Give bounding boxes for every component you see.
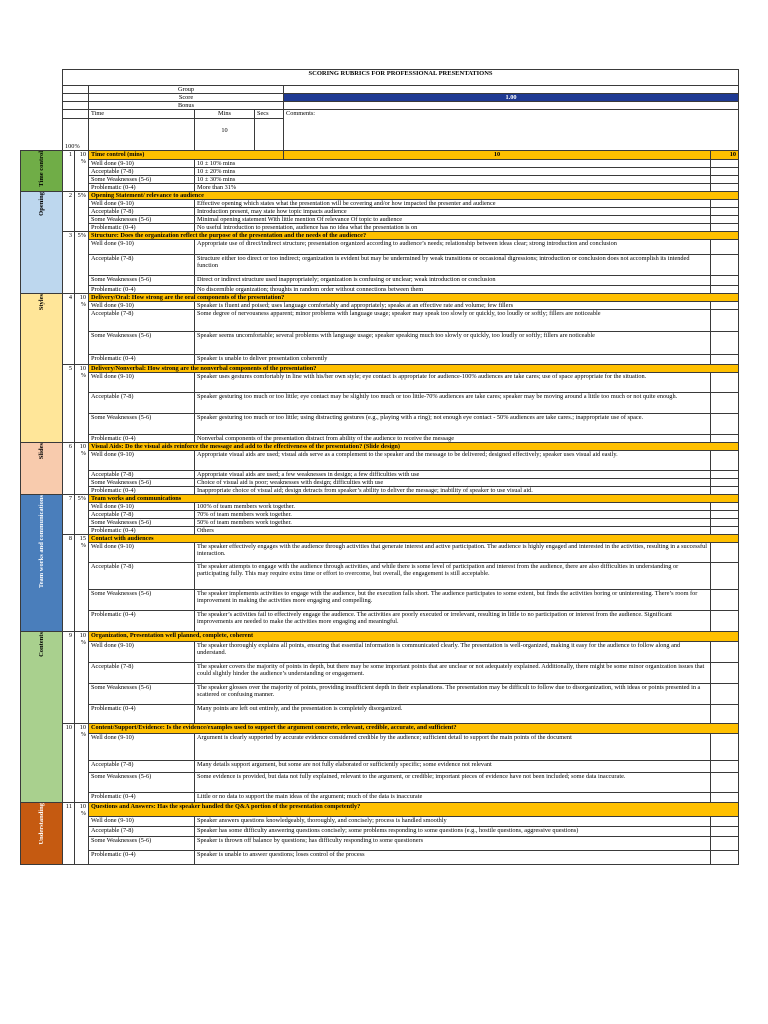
level-problematic: Problematic (0-4) [89,793,195,803]
rubric-row [21,527,739,535]
rubric-row [21,160,739,168]
criterion-number: 7 [63,495,75,535]
criterion-weight: 10% [75,294,89,365]
level-description: Many details support argument, but some are not fully elaborated or sufficiently specific; some evidence not relevant [195,761,711,773]
level-description: Argument is clearly supported by accurate evidence considered credible by the audience; sufficient detail to support the main points of the document [195,734,711,761]
section-band-time-control [21,151,63,192]
level-score-cell[interactable] [711,276,739,286]
criterion-number: 5 [63,365,75,443]
criterion-weight: 10% [75,803,89,865]
level-well-done: Well done (9-10) [89,373,195,393]
criterion-weight: 5% [75,495,89,535]
criterion-title: Content/Support/Evidence: Is the evidence/examples used to support the argument concrete, relevant, credible, accurate, and sufficient? [89,724,739,734]
rubric-row [21,276,739,286]
level-score-cell[interactable] [711,611,739,632]
level-score-cell[interactable] [711,563,739,590]
level-score-cell[interactable] [711,642,739,663]
rubric-row [21,216,739,224]
rubric-row [21,479,739,487]
criterion-weight: 10% [75,151,89,192]
rubric-row [21,451,739,471]
level-description: Appropriate visual aids are used; visual aids serve as a complement to the speaker and the message to be delivered; designed effectively; speaker uses visual aid easily. [195,451,711,471]
level-description: Appropriate visual aids are used; a few weaknesses in design; a few difficulties with use [195,471,711,479]
level-score-cell[interactable] [711,827,739,837]
level-description: Inappropriate choice of visual aid; design detracts from speaker’s ability to deliver the message; inability of speaker to use visual aid. [195,487,711,495]
level-well-done: Well done (9-10) [89,302,195,310]
level-description: Speaker seems uncomfortable; several problems with language usage; speaker speaking much too slowly or quickly, too loudly or softly; fillers are noticeable [195,332,711,355]
level-score-cell[interactable] [711,590,739,611]
rubric-row [21,224,739,232]
rubric-row [21,176,739,184]
level-description: Speaker gesturing too much or too little; eye contact may be slightly too much or too little-70% audiences are take cares; speaker may be moving around a little too much or not quite enough. [195,393,711,414]
criterion-weight: 10% [75,365,89,443]
level-acceptable: Acceptable (7-8) [89,393,195,414]
level-description: Structure either too direct or too indirect; organization is evident but may be undermined by weak transitions or occasional digressions; introduction or conclusion does not accomplish its intended function [195,255,711,276]
rubric-row [21,332,739,355]
level-score-cell[interactable] [711,160,739,168]
level-problematic: Problematic (0-4) [89,435,195,443]
level-some-weaknesses: Some Weaknesses (5-6) [89,414,195,435]
level-score-cell[interactable] [711,761,739,773]
level-some-weaknesses: Some Weaknesses (5-6) [89,519,195,527]
bonus-label: Bonus [89,102,284,110]
level-acceptable: Acceptable (7-8) [89,168,195,176]
level-well-done: Well done (9-10) [89,240,195,255]
criterion-weight: 10% [75,724,89,803]
time-label: Time [89,110,195,119]
section-band-opening [21,192,63,294]
rubric-row [21,519,739,527]
criterion-title: Delivery/Oral: How strong are the oral components of the presentation? [89,294,739,302]
level-score-cell[interactable] [711,471,739,479]
rubric-row [21,208,739,216]
level-score-cell[interactable] [711,487,739,495]
bonus-value[interactable] [284,102,739,110]
criterion-score[interactable] [284,151,711,160]
level-score-cell[interactable] [711,286,739,294]
rubric-row [21,761,739,773]
blank [89,143,195,151]
level-some-weaknesses: Some Weaknesses (5-6) [89,837,195,851]
rubric-table [20,69,739,865]
level-acceptable: Acceptable (7-8) [89,563,195,590]
level-description: Minimal opening statement With little mention Of relevance Of topic to audience [195,216,711,224]
level-score-cell[interactable] [711,773,739,793]
level-description: 10 ± 30% mins [195,176,711,184]
criterion-title: Contact with audiences [89,535,739,543]
level-description: Some evidence is provided, but data not fully explained, relevant to the argument, or credible; important pieces of evidence have not been included; some data inaccurate. [195,773,711,793]
rubric-row [21,471,739,479]
level-score-cell[interactable] [711,302,739,310]
level-description: Speaker has some difficulty answering questions concisely; some problems responding to some questions (e.g., hostile questions, aggressive questions) [195,827,711,837]
level-score-cell[interactable] [711,224,739,232]
rubric-row [21,286,739,294]
rubric-row [21,642,739,663]
level-well-done: Well done (9-10) [89,734,195,761]
criterion-weight: 10% [75,632,89,724]
level-score-cell[interactable] [711,373,739,393]
blank [63,102,89,110]
level-score-cell[interactable] [711,543,739,563]
blank [255,143,284,151]
level-description: The speaker implements activities to engage with the audience, but the execution falls short. The audience participates to some extent, but finds the activities boring or uninteresting. There’s room for improvement in making the activities more engaging and compelling. [195,590,711,611]
level-score-cell[interactable] [711,184,739,192]
rubric-row [21,793,739,803]
level-some-weaknesses: Some Weaknesses (5-6) [89,176,195,184]
criterion-number: 11 [63,803,75,865]
level-acceptable: Acceptable (7-8) [89,827,195,837]
level-problematic: Problematic (0-4) [89,286,195,294]
level-description: No useful introduction to presentation, audience has no idea what the presentation is on [195,224,711,232]
level-problematic: Problematic (0-4) [89,611,195,632]
level-score-cell[interactable] [711,684,739,705]
rubric-row [21,773,739,793]
level-score-cell[interactable] [711,511,739,519]
rubric-row [21,511,739,519]
section-band-team-works-and-communications [21,495,63,632]
level-description: Introduction present, may state how topic impacts audience [195,208,711,216]
level-description: Speaker gesturing too much or too little; using distracting gestures (e.g., playing with a ring); not enough eye contact - 50% audiences are take cares.; inappropriate use of space. [195,414,711,435]
level-description: Nonverbal components of the presentation distract from ability of the audience to receive the message [195,435,711,443]
level-score-cell[interactable] [711,168,739,176]
section-band-styles [21,294,63,443]
level-score-cell[interactable] [711,503,739,511]
level-well-done: Well done (9-10) [89,160,195,168]
level-problematic: Problematic (0-4) [89,527,195,535]
criterion-weight: 5% [75,232,89,294]
criterion-number: 3 [63,232,75,294]
level-description: The speaker’s activities fail to effectively engage the audience. The activities are poorly executed or irrelevant, resulting in little to no participation or interest from the audience. Significant improvements are needed to make the activities more engaging and meaningful. [195,611,711,632]
level-well-done: Well done (9-10) [89,503,195,511]
criterion-title: Organization, Presentation well planned, complete, coherent [89,632,739,642]
level-score-cell[interactable] [711,176,739,184]
level-problematic: Problematic (0-4) [89,851,195,865]
level-score-cell[interactable] [711,200,739,208]
criterion-score-value: 10 [493,151,501,158]
level-score-cell[interactable] [711,255,739,276]
level-some-weaknesses: Some Weaknesses (5-6) [89,479,195,487]
rubric-row [21,611,739,632]
level-acceptable: Acceptable (7-8) [89,761,195,773]
level-score-cell[interactable] [711,355,739,365]
rubric-row [21,184,739,192]
level-description: 100% of team members work together. [195,503,711,511]
rubric-row [21,310,739,332]
level-well-done: Well done (9-10) [89,200,195,208]
level-description: 70% of team members work together. [195,511,711,519]
level-some-weaknesses: Some Weaknesses (5-6) [89,276,195,286]
section-label: Time control [38,151,45,187]
level-score-cell[interactable] [711,451,739,471]
criterion-total: 10 [711,151,739,160]
rubric-row [21,684,739,705]
level-description: Speaker is fluent and poised; uses language comfortably and appropriately; speaks at an effective rate and volume; few fillers [195,302,711,310]
criterion-number: 1 [63,151,75,192]
level-description: Little or no data to support the main ideas of the argument; much of the data is inaccurate [195,793,711,803]
section-label: Understanding [38,803,45,845]
level-score-cell[interactable] [711,479,739,487]
rubric-row [21,487,739,495]
level-problematic: Problematic (0-4) [89,705,195,724]
criterion-title: Team works and communications [89,495,739,503]
criterion-title: Time control (mins) [89,151,284,160]
criterion-number: 9 [63,632,75,724]
level-score-cell[interactable] [711,705,739,724]
rubric-row [21,705,739,724]
criterion-title: Visual Aids: Do the visual aids reinforce the message and add to the effectiveness of the presentation? (Slide design) [89,443,739,451]
rubric-row [21,827,739,837]
blank [195,143,255,151]
rubric-row [21,240,739,255]
level-description: 10 ± 20% mins [195,168,711,176]
score-value: 1.00 [284,94,739,102]
level-some-weaknesses: Some Weaknesses (5-6) [89,332,195,355]
section-band-contents [21,632,63,803]
level-description: Speaker uses gestures comfortably in line with his/her own style; eye contact is appropriate for audience-100% audiences are take cares; use of space appropriate for the situation. [195,373,711,393]
rubric-row [21,590,739,611]
rubric-row [21,837,739,851]
level-score-cell[interactable] [711,414,739,435]
level-description: Many points are left out entirely, and the presentation is completely disorganized. [195,705,711,724]
level-description: Direct or indirect structure used inappropriately; organization is confusing or unclear; weak introduction or conclusion [195,276,711,286]
secs-label: Secs [255,110,284,119]
level-description: Speaker is thrown off balance by questions; has difficulty responding to some questioners [195,837,711,851]
level-well-done: Well done (9-10) [89,642,195,663]
level-acceptable: Acceptable (7-8) [89,663,195,684]
level-score-cell[interactable] [711,216,739,224]
level-description: The speaker effectively engages with the audience through activities that generate interest and active participation. The audience is highly engaged and interested in the activities, resulting in a successful interaction. [195,543,711,563]
blank [63,119,89,143]
level-well-done: Well done (9-10) [89,817,195,827]
level-acceptable: Acceptable (7-8) [89,255,195,276]
level-score-cell[interactable] [711,393,739,414]
score-label: Score [89,94,284,102]
level-description: No discernible organization; thoughts in random order without connections between them [195,286,711,294]
level-description: Speaker answers questions knowledgeably, thoroughly, and concisely; process is handled smoothly [195,817,711,827]
level-problematic: Problematic (0-4) [89,487,195,495]
level-some-weaknesses: Some Weaknesses (5-6) [89,773,195,793]
level-problematic: Problematic (0-4) [89,355,195,365]
rubric-row [21,302,739,310]
criterion-number: 2 [63,192,75,232]
level-acceptable: Acceptable (7-8) [89,471,195,479]
level-some-weaknesses: Some Weaknesses (5-6) [89,684,195,705]
criterion-weight: 5% [75,192,89,232]
level-score-cell[interactable] [711,837,739,851]
level-description: Effective opening which states what the presentation will be covering and/or how impacted the presenter and audience [195,200,711,208]
mins-label: Mins [195,110,255,119]
section-label: Slides [38,443,45,460]
blank [63,86,89,94]
level-description: The speaker thoroughly explains all points, ensuring that essential information is communicated clearly. The presentation is well-organized, making it easy for the audience to follow along and understand. [195,642,711,663]
criterion-title: Questions and Answers: Has the speaker handled the Q&A portion of the presentation competently? [89,803,739,817]
rubric-row [21,543,739,563]
rubric-row [21,414,739,435]
rubric-row [21,435,739,443]
level-score-cell[interactable] [711,663,739,684]
level-description: Choice of visual aid is poor; weaknesses with design; difficulties with use [195,479,711,487]
rubric-sheet [20,69,738,945]
blank [63,110,89,119]
rubric-row [21,503,739,511]
level-description: Appropriate use of direct/indirect structure; presentation organized according to audience’s needs; relationship between ideas clear; strong introduction and conclusion [195,240,711,255]
level-score-cell[interactable] [711,519,739,527]
criterion-title: Delivery/Nonverbal: How strong are the nonverbal components of the presentation? [89,365,739,373]
level-score-cell[interactable] [711,240,739,255]
criterion-title: Opening Statement/ relevance to audience [89,192,739,200]
blank [89,119,195,143]
rubric-row [21,200,739,208]
rubric-row [21,663,739,684]
rubric-row [21,355,739,365]
total-percent: 100% [63,143,89,151]
level-description: 50% of team members work together. [195,519,711,527]
section-label: Styles [38,294,45,311]
rubric-row [21,373,739,393]
level-acceptable: Acceptable (7-8) [89,511,195,519]
level-score-cell[interactable] [711,435,739,443]
level-score-cell[interactable] [711,734,739,761]
sheet-title: SCORING RUBRICS FOR PROFESSIONAL PRESENTATIONS [63,70,739,86]
section-band-slides [21,443,63,495]
level-description: Speaker is unable to deliver presentation coherently [195,355,711,365]
blank [63,94,89,102]
group-label: Group [89,86,284,94]
level-description: The speaker glosses over the majority of points, providing insufficient depth in their explanations. The presentation may be difficult to follow due to disorganization, with ideas or points presented in a scattered or confusing manner. [195,684,711,705]
criterion-weight: 10% [75,443,89,495]
rubric-row [21,851,739,865]
level-some-weaknesses: Some Weaknesses (5-6) [89,590,195,611]
level-score-cell[interactable] [711,332,739,355]
criterion-title: Structure: Does the organization reflect the purpose of the presentation and the needs of the audience? [89,232,739,240]
level-score-cell[interactable] [711,793,739,803]
group-value[interactable] [284,86,739,94]
level-score-cell[interactable] [711,851,739,865]
level-score-cell[interactable] [711,817,739,827]
level-problematic: Problematic (0-4) [89,224,195,232]
corner-blank [21,70,63,151]
criterion-number: 4 [63,294,75,365]
section-label: Contents [38,632,45,657]
rubric-row [21,393,739,414]
level-description: 10 ± 10% mins [195,160,711,168]
level-score-cell[interactable] [711,310,739,332]
mins-value[interactable]: 10 [195,119,255,143]
level-score-cell[interactable] [711,527,739,535]
rubric-row [21,817,739,827]
level-description: The speaker covers the majority of points in depth, but there may be some important points that are unclear or not adequately explained. Additionally, there might be some minor organization issues that could slightly hinder the audience’s understanding or engagement. [195,663,711,684]
level-well-done: Well done (9-10) [89,543,195,563]
criterion-number: 10 [63,724,75,803]
level-acceptable: Acceptable (7-8) [89,310,195,332]
rubric-row [21,734,739,761]
criterion-number: 6 [63,443,75,495]
level-problematic: Problematic (0-4) [89,184,195,192]
level-acceptable: Acceptable (7-8) [89,208,195,216]
level-some-weaknesses: Some Weaknesses (5-6) [89,216,195,224]
comments-field[interactable]: Comments: [284,110,739,151]
rubric-row [21,168,739,176]
section-label: Opening [38,192,45,216]
criterion-weight: 15% [75,535,89,632]
rubric-row [21,563,739,590]
level-score-cell[interactable] [711,208,739,216]
level-description: Some degree of nervousness apparent; minor problems with language usage; speaker may speak too slowly or quickly, too loudly or softly; fillers are noticeable [195,310,711,332]
section-band-understanding [21,803,63,865]
level-description: Others [195,527,711,535]
criterion-number: 8 [63,535,75,632]
section-label: Team works and communications [38,495,45,589]
secs-value[interactable] [255,119,284,143]
level-description: The speaker attempts to engage with the audience through activities, and while there is some level of participation and interest from the audience, there are also difficulties in understanding or participating fully. This may require extra time or effort to overcome, but overall, the engagement is still acceptable. [195,563,711,590]
level-description: Speaker is unable to answer questions; loses control of the process [195,851,711,865]
level-well-done: Well done (9-10) [89,451,195,471]
rubric-row [21,255,739,276]
level-description: More than 31% [195,184,711,192]
